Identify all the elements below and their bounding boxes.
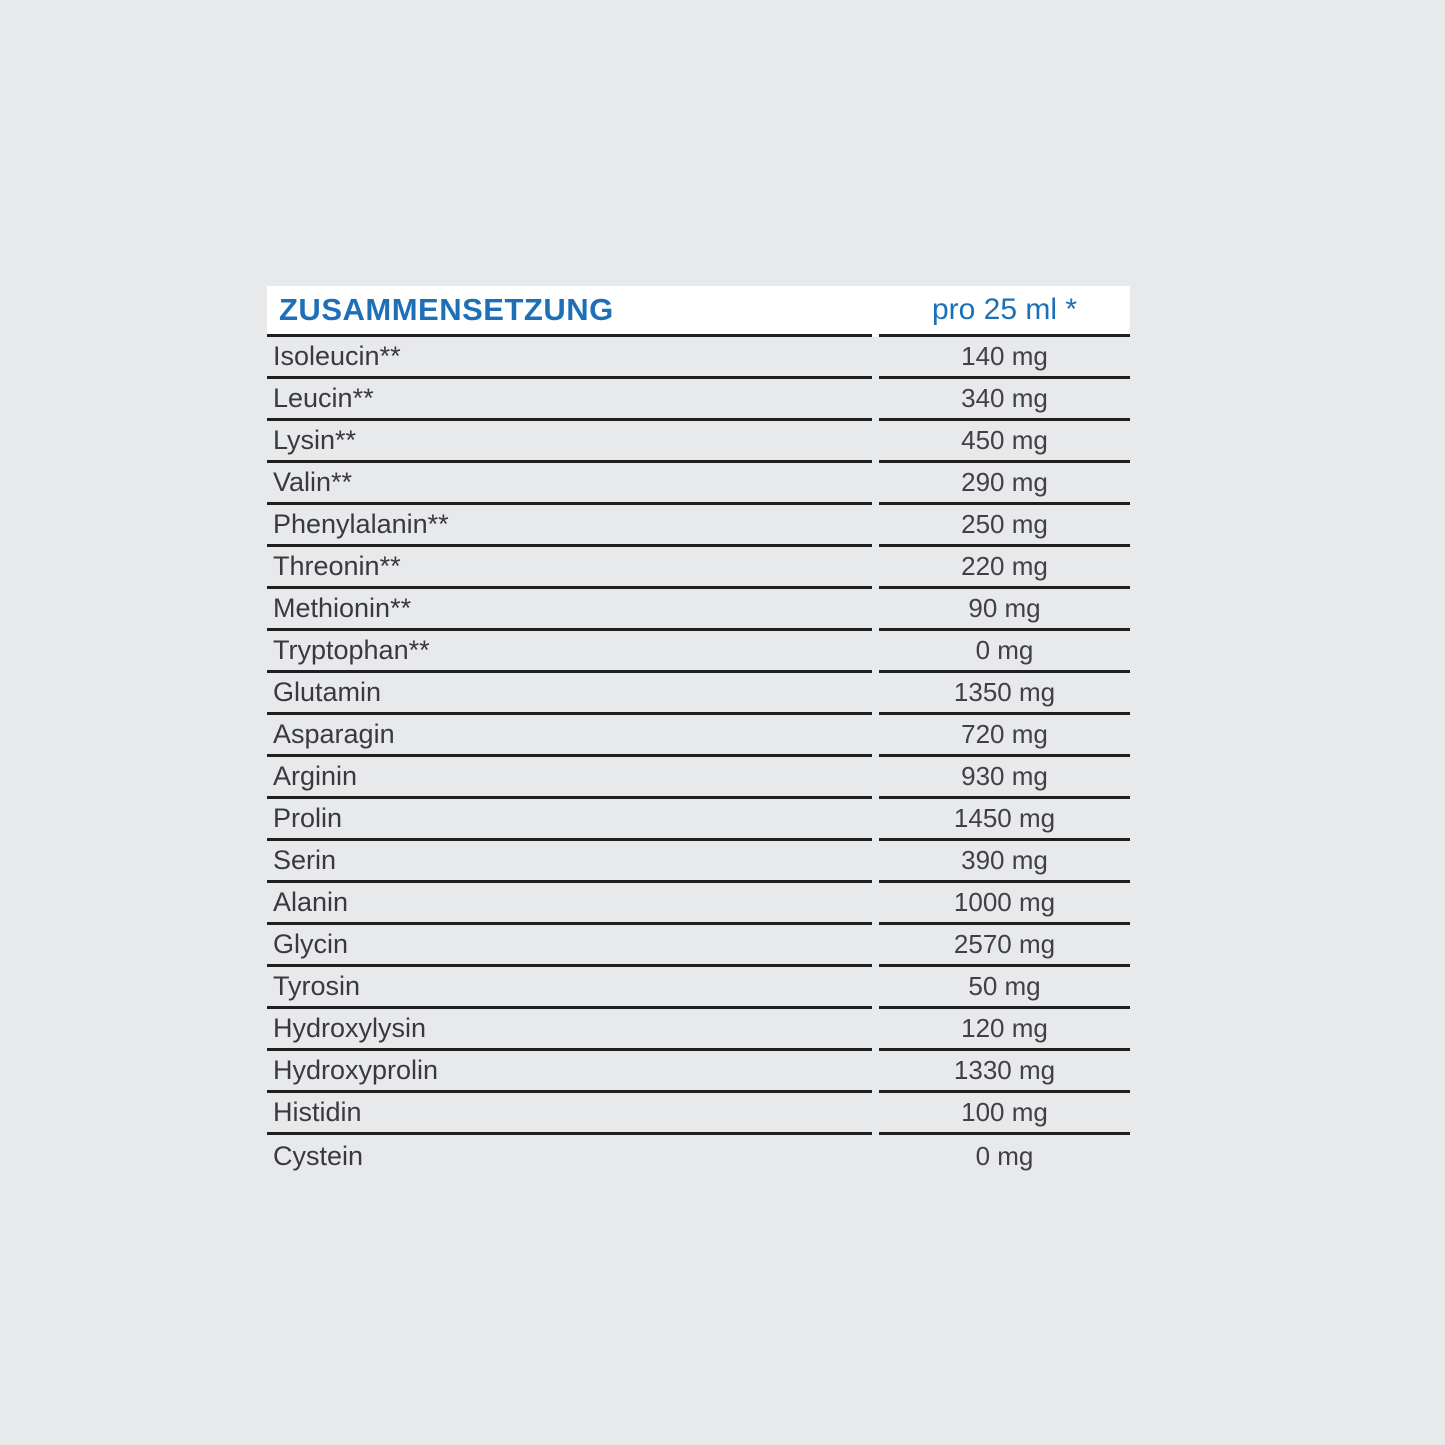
table-row [267, 841, 1130, 883]
row-value: 450 mg [879, 421, 1130, 463]
table-row [267, 1093, 1130, 1135]
table-row [267, 925, 1130, 967]
row-name: Glycin [267, 925, 872, 967]
row-name: Hydroxyprolin [267, 1051, 872, 1093]
row-value: 1450 mg [879, 799, 1130, 841]
row-name: Glutamin [267, 673, 872, 715]
row-name: Valin** [267, 463, 872, 505]
row-value: 390 mg [879, 841, 1130, 883]
row-name: Lysin** [267, 421, 872, 463]
table-unit-header: pro 25 ml * [879, 286, 1130, 337]
table-row [267, 337, 1130, 379]
row-name: Phenylalanin** [267, 505, 872, 547]
row-name: Tyrosin [267, 967, 872, 1009]
table-row [267, 463, 1130, 505]
table-row [267, 799, 1130, 841]
row-value: 1350 mg [879, 673, 1130, 715]
row-value: 720 mg [879, 715, 1130, 757]
table-row [267, 757, 1130, 799]
row-value: 50 mg [879, 967, 1130, 1009]
table-row [267, 1135, 1130, 1177]
table-row [267, 589, 1130, 631]
row-value: 1000 mg [879, 883, 1130, 925]
table-row [267, 1009, 1130, 1051]
row-name: Threonin** [267, 547, 872, 589]
table-row [267, 505, 1130, 547]
composition-table [267, 286, 1130, 1177]
row-value: 0 mg [879, 631, 1130, 673]
row-name: Methionin** [267, 589, 872, 631]
table-header-row [267, 286, 1130, 337]
row-value: 340 mg [879, 379, 1130, 421]
row-name: Cystein [273, 1140, 364, 1171]
table-row [267, 421, 1130, 463]
row-value: 140 mg [879, 337, 1130, 379]
row-value: 0 mg [975, 1140, 1034, 1171]
row-value: 120 mg [879, 1009, 1130, 1051]
table-row [267, 547, 1130, 589]
row-name: Prolin [267, 799, 872, 841]
table-row [267, 379, 1130, 421]
table-row [267, 883, 1130, 925]
table-row [267, 631, 1130, 673]
row-value: 90 mg [879, 589, 1130, 631]
row-name: Isoleucin** [267, 337, 872, 379]
row-name: Asparagin [267, 715, 872, 757]
row-name: Leucin** [267, 379, 872, 421]
table-row [267, 1051, 1130, 1093]
row-value: 250 mg [879, 505, 1130, 547]
row-name: Arginin [267, 757, 872, 799]
row-value: 220 mg [879, 547, 1130, 589]
row-name: Alanin [267, 883, 872, 925]
row-name: Histidin [267, 1093, 872, 1135]
row-name: Hydroxylysin [267, 1009, 872, 1051]
row-value: 930 mg [879, 757, 1130, 799]
row-value: 100 mg [879, 1093, 1130, 1135]
row-value: 1330 mg [879, 1051, 1130, 1093]
table-row [267, 715, 1130, 757]
table-title: ZUSAMMENSETZUNG [267, 286, 872, 337]
table-row [267, 967, 1130, 1009]
table-row [267, 673, 1130, 715]
row-value: 2570 mg [879, 925, 1130, 967]
row-name: Tryptophan** [267, 631, 872, 673]
row-value: 290 mg [879, 463, 1130, 505]
row-name: Serin [267, 841, 872, 883]
